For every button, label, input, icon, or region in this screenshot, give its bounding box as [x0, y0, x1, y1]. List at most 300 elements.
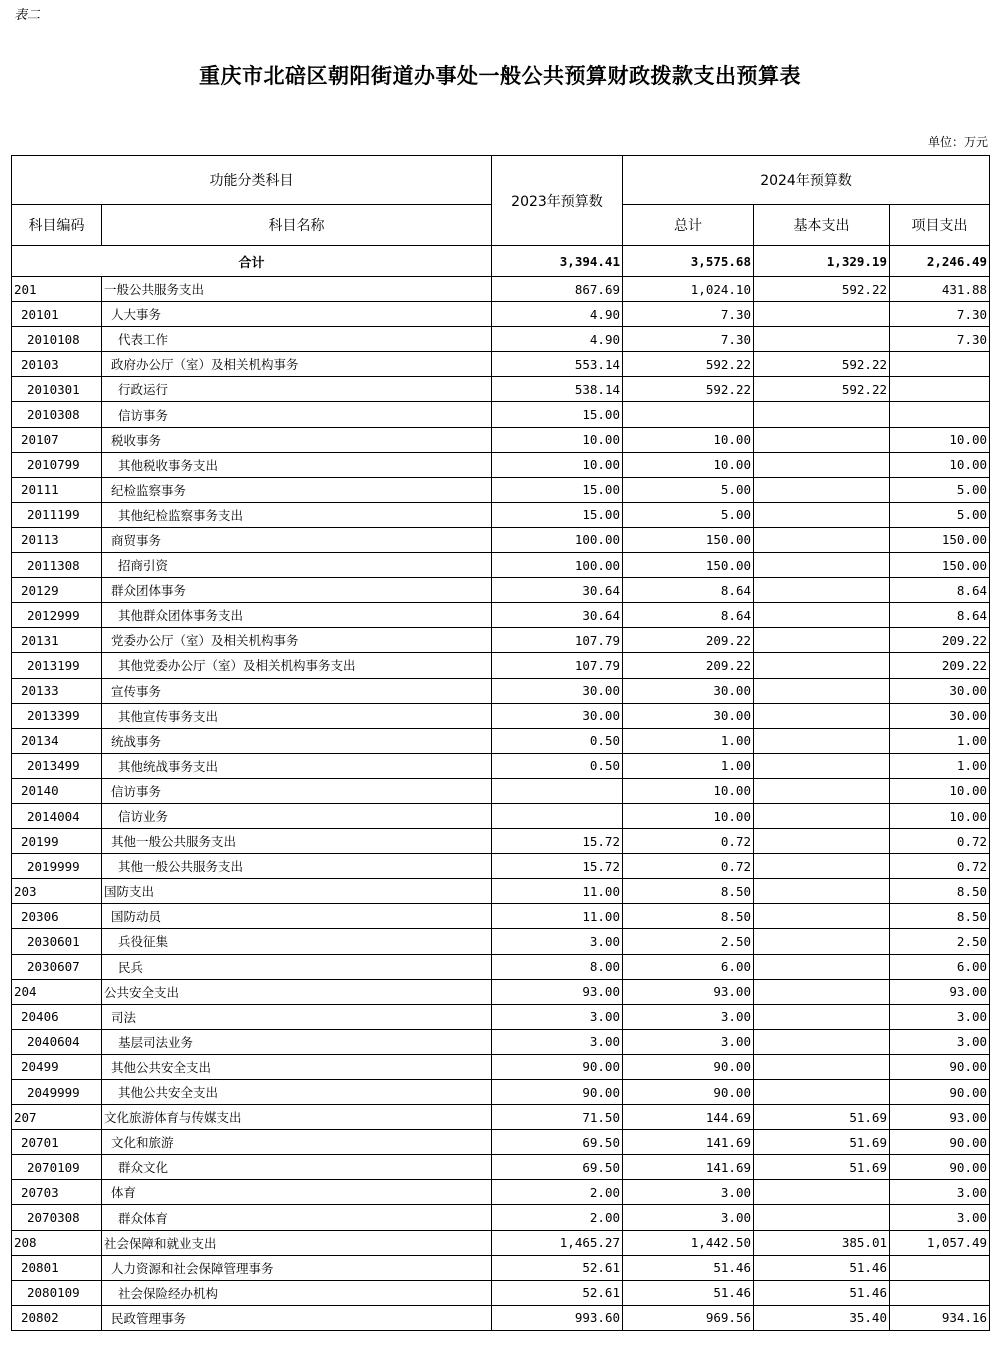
row-budget-2024-total: 1,024.10: [623, 277, 754, 302]
row-budget-2024-project: 30.00: [890, 703, 990, 728]
total-label: 合计: [12, 246, 492, 277]
row-budget-2024-basic: [754, 427, 890, 452]
row-budget-2024-total: 150.00: [623, 553, 754, 578]
page-title: 重庆市北碚区朝阳街道办事处一般公共预算财政拨款支出预算表: [199, 63, 801, 88]
row-budget-2024-basic: [754, 1029, 890, 1054]
row-budget-2024-total: 10.00: [623, 803, 754, 828]
table-row: [12, 527, 990, 552]
header-function-classification: 功能分类科目: [12, 156, 492, 205]
row-budget-2024-project: 3.00: [890, 1004, 990, 1029]
row-budget-2023: 107.79: [492, 628, 623, 653]
row-code: 20101: [12, 302, 102, 327]
row-name: 社会保障和就业支出: [102, 1230, 492, 1255]
row-code: 2010301: [12, 377, 102, 402]
row-budget-2024-basic: [754, 929, 890, 954]
row-budget-2023: 538.14: [492, 377, 623, 402]
row-code: 204: [12, 979, 102, 1004]
row-budget-2024-total: 3.00: [623, 1205, 754, 1230]
row-budget-2024-total: 1,442.50: [623, 1230, 754, 1255]
row-budget-2024-total: 8.50: [623, 879, 754, 904]
header-budget-2024: 2024年预算数: [623, 156, 990, 205]
row-budget-2024-basic: [754, 477, 890, 502]
table-row: [12, 778, 990, 803]
document-label: 表二: [14, 8, 41, 23]
table-row: [12, 728, 990, 753]
table-row: [12, 477, 990, 502]
row-name: 信访事务: [102, 778, 492, 803]
table-row: [12, 929, 990, 954]
row-name: 文化和旅游: [102, 1130, 492, 1155]
table-row: [12, 377, 990, 402]
row-budget-2024-project: [890, 1255, 990, 1280]
row-budget-2024-project: 1.00: [890, 753, 990, 778]
row-budget-2024-total: 7.30: [623, 302, 754, 327]
row-budget-2024-total: 8.64: [623, 578, 754, 603]
table-row: [12, 829, 990, 854]
row-name: 司法: [102, 1004, 492, 1029]
row-name: 文化旅游体育与传媒支出: [102, 1105, 492, 1130]
row-code: 2010308: [12, 402, 102, 427]
row-budget-2024-project: 0.72: [890, 829, 990, 854]
row-budget-2024-basic: [754, 628, 890, 653]
row-budget-2024-basic: [754, 803, 890, 828]
row-budget-2023: 100.00: [492, 527, 623, 552]
row-budget-2023: 30.00: [492, 678, 623, 703]
row-budget-2024-project: 90.00: [890, 1080, 990, 1105]
row-code: 20801: [12, 1255, 102, 1280]
table-row: [12, 904, 990, 929]
row-code: 20499: [12, 1054, 102, 1079]
row-code: 2014004: [12, 803, 102, 828]
row-budget-2024-total: 8.50: [623, 904, 754, 929]
row-code: 2012999: [12, 603, 102, 628]
row-code: 2011199: [12, 502, 102, 527]
row-name: 代表工作: [102, 327, 492, 352]
table-row: [12, 703, 990, 728]
table-row: [12, 603, 990, 628]
row-code: 20140: [12, 778, 102, 803]
row-budget-2024-total: 3.00: [623, 1029, 754, 1054]
total-budget-2024-project: 2,246.49: [890, 246, 990, 277]
row-code: 20406: [12, 1004, 102, 1029]
row-budget-2023: 93.00: [492, 979, 623, 1004]
row-budget-2024-total: 1.00: [623, 728, 754, 753]
row-name: 兵役征集: [102, 929, 492, 954]
row-budget-2023: 52.61: [492, 1255, 623, 1280]
row-budget-2023: 15.72: [492, 854, 623, 879]
row-budget-2024-project: 431.88: [890, 277, 990, 302]
table-row: [12, 327, 990, 352]
row-name: 体育: [102, 1180, 492, 1205]
row-budget-2024-total: 10.00: [623, 427, 754, 452]
row-budget-2024-project: 90.00: [890, 1155, 990, 1180]
row-code: 20133: [12, 678, 102, 703]
row-name: 人大事务: [102, 302, 492, 327]
table-row: [12, 678, 990, 703]
table-row: [12, 1105, 990, 1130]
row-budget-2024-total: 93.00: [623, 979, 754, 1004]
row-name: 国防支出: [102, 879, 492, 904]
row-budget-2024-total: 969.56: [623, 1305, 754, 1330]
row-code: 2080109: [12, 1280, 102, 1305]
unit-label: 单位：万元: [927, 135, 988, 149]
total-budget-2023: 3,394.41: [492, 246, 623, 277]
row-budget-2023: 10.00: [492, 427, 623, 452]
row-budget-2024-basic: [754, 678, 890, 703]
row-budget-2024-project: 8.64: [890, 578, 990, 603]
row-budget-2024-basic: [754, 1004, 890, 1029]
table-row: [12, 452, 990, 477]
row-name: 公共安全支出: [102, 979, 492, 1004]
table-row: [12, 1255, 990, 1280]
row-code: 208: [12, 1230, 102, 1255]
row-budget-2024-total: 141.69: [623, 1155, 754, 1180]
table-row: [12, 502, 990, 527]
row-code: 20199: [12, 829, 102, 854]
table-row: [12, 277, 990, 302]
row-code: 20134: [12, 728, 102, 753]
row-budget-2024-total: 51.46: [623, 1280, 754, 1305]
row-budget-2024-basic: [754, 578, 890, 603]
row-budget-2024-project: 2.50: [890, 929, 990, 954]
row-budget-2023: 993.60: [492, 1305, 623, 1330]
row-budget-2024-basic: 51.69: [754, 1130, 890, 1155]
row-budget-2024-total: 5.00: [623, 502, 754, 527]
table-row: [12, 628, 990, 653]
table-row: [12, 553, 990, 578]
row-budget-2024-total: 141.69: [623, 1130, 754, 1155]
row-name: 其他公共安全支出: [102, 1054, 492, 1079]
row-budget-2023: 15.72: [492, 829, 623, 854]
row-code: 2013499: [12, 753, 102, 778]
table-row: [12, 803, 990, 828]
table-row: [12, 1080, 990, 1105]
row-budget-2024-total: 10.00: [623, 452, 754, 477]
row-name: 其他税收事务支出: [102, 452, 492, 477]
row-name: 一般公共服务支出: [102, 277, 492, 302]
row-budget-2024-total: 592.22: [623, 377, 754, 402]
row-code: 2011308: [12, 553, 102, 578]
row-code: 2070308: [12, 1205, 102, 1230]
row-budget-2024-basic: [754, 854, 890, 879]
row-budget-2024-project: 7.30: [890, 327, 990, 352]
row-budget-2024-project: 93.00: [890, 1105, 990, 1130]
row-budget-2024-project: 90.00: [890, 1130, 990, 1155]
row-name: 国防动员: [102, 904, 492, 929]
row-budget-2024-project: 3.00: [890, 1029, 990, 1054]
row-budget-2024-project: 10.00: [890, 427, 990, 452]
table-row: [12, 1054, 990, 1079]
row-budget-2024-basic: [754, 728, 890, 753]
row-budget-2024-project: 10.00: [890, 452, 990, 477]
row-budget-2023: [492, 778, 623, 803]
table-row: [12, 1155, 990, 1180]
row-name: 政府办公厅（室）及相关机构事务: [102, 352, 492, 377]
row-name: 统战事务: [102, 728, 492, 753]
row-budget-2024-basic: [754, 979, 890, 1004]
row-budget-2024-total: 209.22: [623, 628, 754, 653]
row-code: 20111: [12, 477, 102, 502]
row-budget-2024-project: 7.30: [890, 302, 990, 327]
table-row: [12, 979, 990, 1004]
table-row: [12, 1230, 990, 1255]
row-budget-2024-basic: [754, 904, 890, 929]
row-budget-2024-basic: 592.22: [754, 352, 890, 377]
row-budget-2024-basic: [754, 502, 890, 527]
row-budget-2024-basic: [754, 1080, 890, 1105]
table-row: [12, 653, 990, 678]
row-budget-2024-total: 1.00: [623, 753, 754, 778]
row-name: 商贸事务: [102, 527, 492, 552]
row-budget-2024-project: 150.00: [890, 527, 990, 552]
row-budget-2024-basic: [754, 1205, 890, 1230]
row-name: 信访业务: [102, 803, 492, 828]
row-budget-2024-basic: [754, 603, 890, 628]
row-name: 群众体育: [102, 1205, 492, 1230]
row-budget-2024-total: [623, 402, 754, 427]
row-code: 20107: [12, 427, 102, 452]
row-budget-2024-total: 8.64: [623, 603, 754, 628]
row-budget-2024-basic: [754, 778, 890, 803]
row-name: 其他群众团体事务支出: [102, 603, 492, 628]
row-budget-2023: 4.90: [492, 302, 623, 327]
row-budget-2023: 2.00: [492, 1205, 623, 1230]
row-budget-2023: 71.50: [492, 1105, 623, 1130]
row-name: 其他公共安全支出: [102, 1080, 492, 1105]
row-name: 群众文化: [102, 1155, 492, 1180]
table-row: [12, 879, 990, 904]
header-project: 项目支出: [890, 205, 990, 246]
row-budget-2023: 90.00: [492, 1054, 623, 1079]
table-row: [12, 302, 990, 327]
row-budget-2024-total: 209.22: [623, 653, 754, 678]
row-budget-2024-project: [890, 377, 990, 402]
row-budget-2024-basic: [754, 302, 890, 327]
table-row: [12, 1180, 990, 1205]
budget-table: [11, 155, 990, 1331]
row-budget-2024-total: 3.00: [623, 1180, 754, 1205]
row-budget-2024-basic: [754, 703, 890, 728]
row-budget-2024-total: 0.72: [623, 854, 754, 879]
row-budget-2024-project: [890, 352, 990, 377]
table-row: [12, 954, 990, 979]
row-budget-2024-basic: 385.01: [754, 1230, 890, 1255]
total-budget-2024-basic: 1,329.19: [754, 246, 890, 277]
row-code: 203: [12, 879, 102, 904]
row-name: 其他党委办公厅（室）及相关机构事务支出: [102, 653, 492, 678]
row-code: 20131: [12, 628, 102, 653]
row-budget-2023: 90.00: [492, 1080, 623, 1105]
table-row: [12, 1305, 990, 1330]
table-row: [12, 427, 990, 452]
row-budget-2023: 30.64: [492, 578, 623, 603]
row-code: 2010108: [12, 327, 102, 352]
row-budget-2024-project: 30.00: [890, 678, 990, 703]
row-budget-2024-total: 144.69: [623, 1105, 754, 1130]
row-code: 20703: [12, 1180, 102, 1205]
row-budget-2023: 1,465.27: [492, 1230, 623, 1255]
row-budget-2023: 30.64: [492, 603, 623, 628]
row-budget-2024-basic: [754, 1054, 890, 1079]
row-budget-2024-total: 90.00: [623, 1080, 754, 1105]
row-budget-2024-basic: [754, 653, 890, 678]
row-budget-2024-project: 3.00: [890, 1180, 990, 1205]
row-code: 2049999: [12, 1080, 102, 1105]
row-code: 20113: [12, 527, 102, 552]
row-budget-2024-basic: [754, 1180, 890, 1205]
row-code: 2019999: [12, 854, 102, 879]
row-code: 2013399: [12, 703, 102, 728]
row-budget-2023: 4.90: [492, 327, 623, 352]
row-budget-2024-basic: 51.69: [754, 1155, 890, 1180]
table-row: [12, 578, 990, 603]
row-budget-2024-project: 3.00: [890, 1205, 990, 1230]
row-name: 招商引资: [102, 553, 492, 578]
row-budget-2023: 11.00: [492, 879, 623, 904]
row-name: 群众团体事务: [102, 578, 492, 603]
row-budget-2023: 3.00: [492, 1004, 623, 1029]
table-row: [12, 753, 990, 778]
row-budget-2024-total: 0.72: [623, 829, 754, 854]
row-budget-2023: 30.00: [492, 703, 623, 728]
row-budget-2024-total: 90.00: [623, 1054, 754, 1079]
row-budget-2024-basic: 51.46: [754, 1280, 890, 1305]
row-name: 社会保险经办机构: [102, 1280, 492, 1305]
row-budget-2023: 0.50: [492, 753, 623, 778]
row-budget-2024-project: 209.22: [890, 653, 990, 678]
row-code: 2030607: [12, 954, 102, 979]
row-budget-2024-basic: [754, 452, 890, 477]
row-budget-2024-basic: 592.22: [754, 277, 890, 302]
table-row: [12, 1004, 990, 1029]
row-budget-2024-project: 93.00: [890, 979, 990, 1004]
row-code: 2040604: [12, 1029, 102, 1054]
row-name: 纪检监察事务: [102, 477, 492, 502]
row-code: 2010799: [12, 452, 102, 477]
header-total: 总计: [623, 205, 754, 246]
row-budget-2024-project: 10.00: [890, 803, 990, 828]
row-budget-2023: 52.61: [492, 1280, 623, 1305]
row-budget-2024-project: 0.72: [890, 854, 990, 879]
row-code: 2013199: [12, 653, 102, 678]
row-budget-2023: 0.50: [492, 728, 623, 753]
row-code: 2030601: [12, 929, 102, 954]
row-budget-2023: 100.00: [492, 553, 623, 578]
row-budget-2024-basic: 51.46: [754, 1255, 890, 1280]
row-budget-2023: 11.00: [492, 904, 623, 929]
table-row: [12, 1029, 990, 1054]
header-row-1: [12, 156, 990, 205]
row-budget-2023: 15.00: [492, 477, 623, 502]
row-budget-2024-total: 3.00: [623, 1004, 754, 1029]
row-budget-2024-basic: [754, 753, 890, 778]
row-name: 基层司法业务: [102, 1029, 492, 1054]
row-budget-2024-project: [890, 1280, 990, 1305]
row-budget-2024-total: 30.00: [623, 678, 754, 703]
row-budget-2024-total: 7.30: [623, 327, 754, 352]
total-budget-2024-total: 3,575.68: [623, 246, 754, 277]
row-code: 20129: [12, 578, 102, 603]
header-budget-2023: 2023年预算数: [492, 156, 623, 246]
row-budget-2023: 3.00: [492, 929, 623, 954]
row-budget-2024-basic: [754, 879, 890, 904]
row-budget-2024-total: 30.00: [623, 703, 754, 728]
row-budget-2024-total: 150.00: [623, 527, 754, 552]
row-code: 201: [12, 277, 102, 302]
row-budget-2024-total: 592.22: [623, 352, 754, 377]
row-name: 其他宣传事务支出: [102, 703, 492, 728]
row-name: 其他一般公共服务支出: [102, 829, 492, 854]
row-budget-2024-basic: [754, 553, 890, 578]
row-budget-2023: 15.00: [492, 502, 623, 527]
row-budget-2023: 553.14: [492, 352, 623, 377]
row-code: 20802: [12, 1305, 102, 1330]
row-budget-2024-project: 1.00: [890, 728, 990, 753]
row-budget-2024-project: 8.50: [890, 879, 990, 904]
table-row: [12, 352, 990, 377]
table-row: [12, 1130, 990, 1155]
header-name: 科目名称: [102, 205, 492, 246]
row-budget-2023: 107.79: [492, 653, 623, 678]
row-budget-2024-basic: 35.40: [754, 1305, 890, 1330]
row-name: 行政运行: [102, 377, 492, 402]
row-name: 其他一般公共服务支出: [102, 854, 492, 879]
row-code: 207: [12, 1105, 102, 1130]
row-budget-2024-basic: 51.69: [754, 1105, 890, 1130]
row-budget-2023: 15.00: [492, 402, 623, 427]
row-name: 民兵: [102, 954, 492, 979]
row-code: 20701: [12, 1130, 102, 1155]
row-code: 2070109: [12, 1155, 102, 1180]
row-budget-2024-basic: [754, 954, 890, 979]
row-budget-2024-total: 2.50: [623, 929, 754, 954]
row-code: 20306: [12, 904, 102, 929]
row-budget-2024-project: 10.00: [890, 778, 990, 803]
row-budget-2024-project: 150.00: [890, 553, 990, 578]
row-budget-2023: 69.50: [492, 1155, 623, 1180]
table-row: [12, 854, 990, 879]
row-budget-2023: 867.69: [492, 277, 623, 302]
row-budget-2023: 69.50: [492, 1130, 623, 1155]
row-name: 民政管理事务: [102, 1305, 492, 1330]
row-budget-2023: 3.00: [492, 1029, 623, 1054]
row-budget-2024-total: 10.00: [623, 778, 754, 803]
row-budget-2024-project: 5.00: [890, 502, 990, 527]
total-row: [12, 246, 990, 277]
table-row: [12, 1280, 990, 1305]
row-budget-2024-basic: [754, 402, 890, 427]
row-budget-2024-basic: [754, 527, 890, 552]
row-name: 党委办公厅（室）及相关机构事务: [102, 628, 492, 653]
row-name: 宣传事务: [102, 678, 492, 703]
row-budget-2024-project: 934.16: [890, 1305, 990, 1330]
row-budget-2024-total: 5.00: [623, 477, 754, 502]
row-budget-2024-project: 5.00: [890, 477, 990, 502]
row-budget-2024-project: [890, 402, 990, 427]
row-budget-2024-total: 51.46: [623, 1255, 754, 1280]
header-code: 科目编码: [12, 205, 102, 246]
row-budget-2023: 2.00: [492, 1180, 623, 1205]
row-name: 信访事务: [102, 402, 492, 427]
row-budget-2024-total: 6.00: [623, 954, 754, 979]
row-code: 20103: [12, 352, 102, 377]
row-name: 其他统战事务支出: [102, 753, 492, 778]
row-budget-2024-basic: [754, 829, 890, 854]
row-budget-2024-project: 8.64: [890, 603, 990, 628]
row-budget-2024-project: 90.00: [890, 1054, 990, 1079]
row-budget-2024-project: 6.00: [890, 954, 990, 979]
row-budget-2023: 10.00: [492, 452, 623, 477]
